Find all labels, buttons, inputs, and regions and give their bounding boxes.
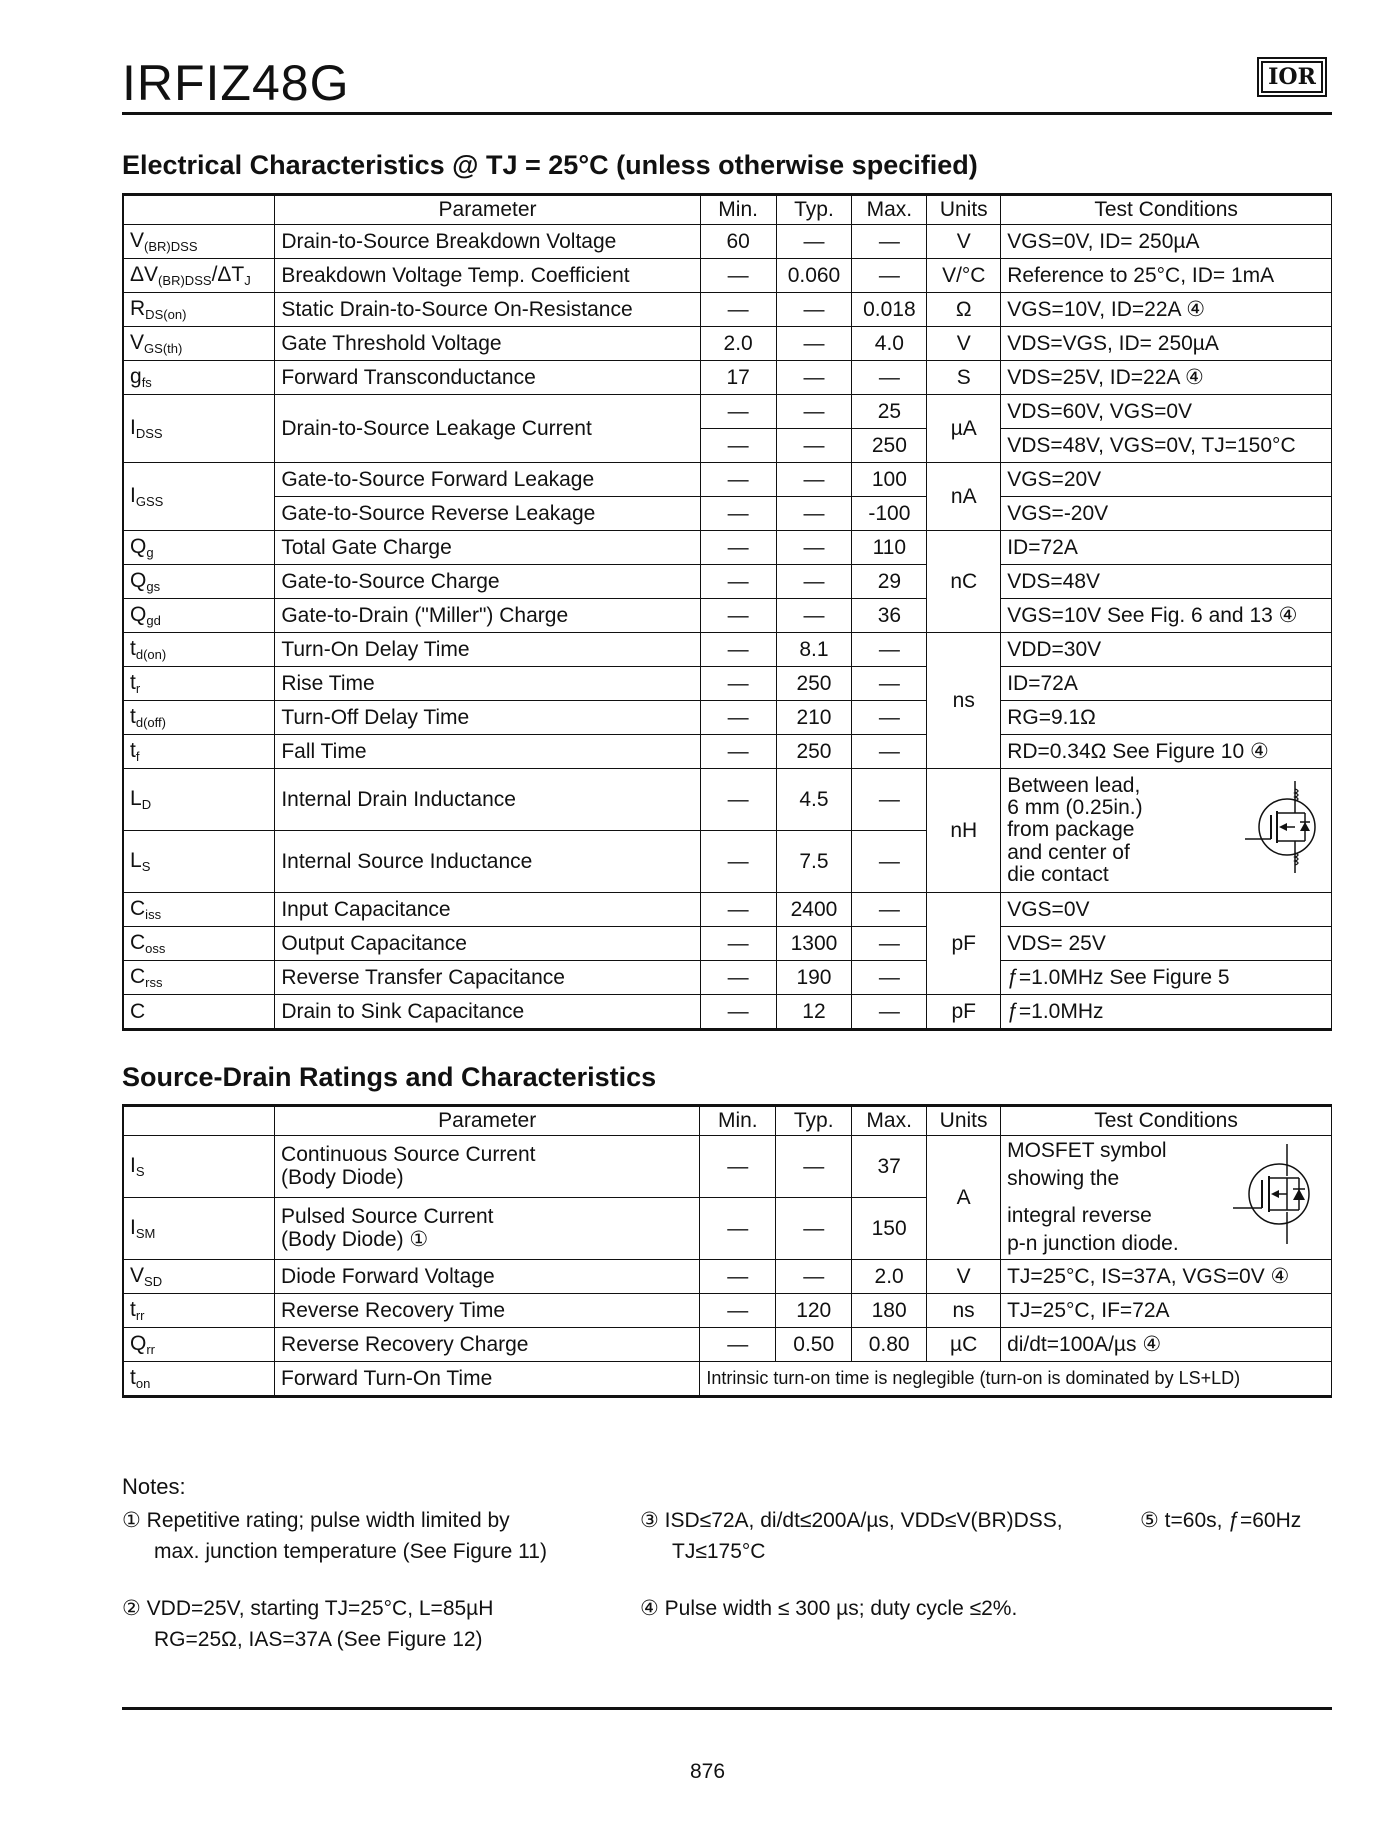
symbol: $Q_g$ (123, 531, 275, 565)
symbol: $t_f$ (123, 735, 275, 769)
typ-value: — (776, 429, 852, 463)
max-value: — (852, 361, 927, 395)
parameter: Drain to Sink Capacitance (275, 995, 700, 1030)
note-5: ⑤ t=60s, ƒ=60Hz (1140, 1509, 1302, 1532)
mosfet-diode-symbol-icon (1227, 1140, 1323, 1248)
typ-value: — (776, 225, 852, 259)
typ-value: 0.50 (776, 1328, 852, 1362)
parameter: Forward Transconductance (275, 361, 700, 395)
symbol: $L_D$ (123, 769, 275, 831)
symbol: $t_{d(off)}$ (123, 701, 275, 735)
unit: Ω (927, 293, 1001, 327)
table-row (123, 565, 1332, 599)
typ-value: 120 (776, 1294, 852, 1328)
test-condition: VGS=10V See Fig. 6 and 13 ④ (1001, 599, 1332, 633)
table-row (123, 531, 1332, 565)
electrical-characteristics-heading: Electrical Characteristics @ TJ = 25°C (unless otherwise specified) (122, 150, 978, 180)
min-value: — (700, 1136, 776, 1198)
parameter: Turn-On Delay Time (275, 633, 700, 667)
min-value: — (700, 1198, 776, 1260)
parameter: Input Capacitance (275, 893, 700, 927)
max-value: 0.018 (852, 293, 927, 327)
test-condition: ƒ=1.0MHz See Figure 5 (1001, 961, 1332, 995)
max-value: 250 (852, 429, 927, 463)
typ-value: — (776, 463, 852, 497)
min-value: — (700, 701, 776, 735)
unit: pF (927, 893, 1001, 995)
typ-value: — (776, 1260, 852, 1294)
note-3: ③ ISD≤72A, di/dt≤200A/µs, VDD≤V(BR)DSS, TJ≤175°C (640, 1509, 1063, 1563)
col-parameter: Parameter (275, 195, 700, 225)
symbol: $Q_{rr}$ (123, 1328, 275, 1362)
test-condition: Reference to 25°C, ID= 1mA (1001, 259, 1332, 293)
test-condition: Between lead, 6 mm (0.25in.) from package and center of die contact (1001, 769, 1332, 893)
max-value: 36 (852, 599, 927, 633)
min-value: 17 (700, 361, 776, 395)
typ-value: 0.060 (776, 259, 852, 293)
symbol: $C_{oss}$ (123, 927, 275, 961)
typ-value: — (776, 599, 852, 633)
col-conditions: Test Conditions (1001, 195, 1332, 225)
col-units: Units (927, 195, 1001, 225)
note-1: ① Repetitive rating; pulse width limited by max. junction temperature (See Figure 11) (122, 1509, 547, 1563)
typ-value: — (776, 1198, 852, 1260)
symbol: $Q_{gs}$ (123, 565, 275, 599)
max-value: — (852, 225, 927, 259)
test-condition: ID=72A (1001, 531, 1332, 565)
table-row (123, 667, 1332, 701)
max-value: — (852, 259, 927, 293)
parameter: Internal Drain Inductance (275, 769, 700, 831)
max-value: — (852, 893, 927, 927)
max-value: — (852, 769, 927, 831)
test-condition: ID=72A (1001, 667, 1332, 701)
min-value: — (700, 769, 776, 831)
test-condition: RD=0.34Ω See Figure 10 ④ (1001, 735, 1332, 769)
parameter: Drain-to-Source Leakage Current (275, 395, 700, 463)
unit: µC (927, 1328, 1001, 1362)
header-rule (122, 112, 1332, 115)
test-condition: VDS=48V, VGS=0V, TJ=150°C (1001, 429, 1332, 463)
table-row (123, 1328, 1332, 1362)
test-condition: ƒ=1.0MHz (1001, 995, 1332, 1030)
min-value: — (700, 961, 776, 995)
unit: S (927, 361, 1001, 395)
min-value: — (700, 927, 776, 961)
parameter: Fall Time (275, 735, 700, 769)
page-number: 876 (690, 1760, 726, 1783)
max-value: — (852, 961, 927, 995)
max-value: 37 (852, 1136, 927, 1198)
typ-value: — (776, 497, 852, 531)
col-typ: Typ. (776, 1106, 852, 1136)
table-row (123, 769, 1332, 831)
typ-value: — (776, 1136, 852, 1198)
test-condition: VGS=20V (1001, 463, 1332, 497)
symbol: $Q_{gd}$ (123, 599, 275, 633)
table-row (123, 225, 1332, 259)
col-min: Min. (700, 1106, 776, 1136)
symbol: C (123, 995, 275, 1030)
col-min: Min. (700, 195, 776, 225)
table-row (123, 1362, 1332, 1397)
table-row (123, 893, 1332, 927)
parameter: Gate-to-Drain ("Miller") Charge (275, 599, 700, 633)
test-condition: VGS=0V (1001, 893, 1332, 927)
parameter: Gate-to-Source Charge (275, 565, 700, 599)
symbol: $C_{rss}$ (123, 961, 275, 995)
symbol: $V_{GS(th)}$ (123, 327, 275, 361)
parameter: Reverse Transfer Capacitance (275, 961, 700, 995)
table-row (123, 293, 1332, 327)
typ-value: — (776, 327, 852, 361)
max-value: — (852, 735, 927, 769)
ior-logo (1257, 57, 1327, 97)
unit: V/°C (927, 259, 1001, 293)
test-condition: Intrinsic turn-on time is neglegible (turn-on is dominated by LS+LD) (700, 1362, 1332, 1397)
typ-value: 7.5 (776, 831, 852, 893)
table-row (123, 599, 1332, 633)
test-condition: RG=9.1Ω (1001, 701, 1332, 735)
parameter: Reverse Recovery Charge (275, 1328, 700, 1362)
ior-logo-text: IOR (1261, 61, 1323, 93)
source-drain-heading: Source-Drain Ratings and Characteristics (122, 1062, 657, 1092)
min-value: — (700, 735, 776, 769)
table-row (123, 497, 1332, 531)
table-row (123, 735, 1332, 769)
col-max: Max. (852, 1106, 927, 1136)
table-row (123, 633, 1332, 667)
parameter: Breakdown Voltage Temp. Coefficient (275, 259, 700, 293)
min-value: — (700, 259, 776, 293)
max-value: — (852, 667, 927, 701)
col-typ: Typ. (776, 195, 852, 225)
table-row (123, 1260, 1332, 1294)
typ-value: 8.1 (776, 633, 852, 667)
parameter: Total Gate Charge (275, 531, 700, 565)
min-value: — (700, 1328, 776, 1362)
table-row (123, 395, 1332, 429)
max-value: — (852, 701, 927, 735)
test-condition: TJ=25°C, IS=37A, VGS=0V ④ (1001, 1260, 1332, 1294)
typ-value: 250 (776, 735, 852, 769)
symbol: $I_{GSS}$ (123, 463, 275, 531)
max-value: 150 (852, 1198, 927, 1260)
col-max: Max. (852, 195, 927, 225)
table-row (123, 927, 1332, 961)
typ-value: — (776, 565, 852, 599)
test-condition: VDS=VGS, ID= 250µA (1001, 327, 1332, 361)
table-row (123, 961, 1332, 995)
unit: V (927, 1260, 1001, 1294)
unit: µA (927, 395, 1001, 463)
typ-value: — (776, 531, 852, 565)
test-condition: VDS=25V, ID=22A ④ (1001, 361, 1332, 395)
note-4: ④ Pulse width ≤ 300 µs; duty cycle ≤2%. (640, 1597, 1018, 1620)
test-condition: di/dt=100A/µs ④ (1001, 1328, 1332, 1362)
symbol: $R_{DS(on)}$ (123, 293, 275, 327)
max-value: 4.0 (852, 327, 927, 361)
min-value: — (700, 429, 776, 463)
max-value: 2.0 (852, 1260, 927, 1294)
unit: nH (927, 769, 1001, 893)
min-value: 2.0 (700, 327, 776, 361)
footer-rule (122, 1707, 1332, 1710)
min-value: — (700, 1294, 776, 1328)
table-row (123, 1294, 1332, 1328)
parameter: Reverse Recovery Time (275, 1294, 700, 1328)
min-value: — (700, 893, 776, 927)
table-header-row (123, 195, 1332, 225)
min-value: — (700, 531, 776, 565)
unit: A (927, 1136, 1001, 1260)
parameter: Gate-to-Source Reverse Leakage (275, 497, 700, 531)
min-value: 60 (700, 225, 776, 259)
symbol: $g_{fs}$ (123, 361, 275, 395)
electrical-characteristics-table (122, 193, 1332, 1031)
source-drain-table (122, 1104, 1332, 1398)
parameter: Static Drain-to-Source On-Resistance (275, 293, 700, 327)
test-condition: MOSFET symbol showing the integral reverse p-n junction diode. (1001, 1136, 1332, 1260)
symbol: $V_{SD}$ (123, 1260, 275, 1294)
max-value: — (852, 927, 927, 961)
max-value: 110 (852, 531, 927, 565)
min-value: — (700, 293, 776, 327)
table-row (123, 327, 1332, 361)
max-value: 100 (852, 463, 927, 497)
typ-value: — (776, 293, 852, 327)
symbol: $C_{iss}$ (123, 893, 275, 927)
table-row (123, 701, 1332, 735)
unit: nA (927, 463, 1001, 531)
symbol: $t_r$ (123, 667, 275, 701)
symbol: $t_{on}$ (123, 1362, 275, 1397)
symbol: $t_{rr}$ (123, 1294, 275, 1328)
parameter: Turn-Off Delay Time (275, 701, 700, 735)
symbol: $\Delta V_{(BR)DSS}/\Delta T_J$ (123, 259, 275, 293)
parameter: Gate-to-Source Forward Leakage (275, 463, 700, 497)
symbol: $I_{DSS}$ (123, 395, 275, 463)
symbol: $V_{(BR)DSS}$ (123, 225, 275, 259)
min-value: — (700, 565, 776, 599)
parameter: Forward Turn-On Time (275, 1362, 700, 1397)
parameter: Output Capacitance (275, 927, 700, 961)
parameter: Gate Threshold Voltage (275, 327, 700, 361)
col-conditions: Test Conditions (1001, 1106, 1332, 1136)
parameter: Drain-to-Source Breakdown Voltage (275, 225, 700, 259)
symbol: $I_S$ (123, 1136, 275, 1198)
parameter: Rise Time (275, 667, 700, 701)
parameter: Diode Forward Voltage (275, 1260, 700, 1294)
typ-value: 2400 (776, 893, 852, 927)
min-value: — (700, 995, 776, 1030)
part-number-title: IRFIZ48G (122, 55, 350, 111)
unit: pF (927, 995, 1001, 1030)
min-value: — (700, 463, 776, 497)
test-condition: VDD=30V (1001, 633, 1332, 667)
min-value: — (700, 599, 776, 633)
parameter: Continuous Source Current (Body Diode) (275, 1136, 700, 1198)
test-condition: VGS=-20V (1001, 497, 1332, 531)
col-parameter: Parameter (275, 1106, 700, 1136)
table-row (123, 1136, 1332, 1198)
symbol: $L_S$ (123, 831, 275, 893)
max-value: 0.80 (852, 1328, 927, 1362)
typ-value: 190 (776, 961, 852, 995)
max-value: — (852, 633, 927, 667)
min-value: — (700, 497, 776, 531)
mosfet-symbol-icon (1239, 775, 1323, 879)
min-value: — (700, 633, 776, 667)
test-condition: VDS=48V (1001, 565, 1332, 599)
table-row (123, 463, 1332, 497)
symbol: $I_{SM}$ (123, 1198, 275, 1260)
table-header-row (123, 1106, 1332, 1136)
parameter: Internal Source Inductance (275, 831, 700, 893)
test-condition: VDS= 25V (1001, 927, 1332, 961)
typ-value: 12 (776, 995, 852, 1030)
typ-value: 4.5 (776, 769, 852, 831)
max-value: 25 (852, 395, 927, 429)
unit: V (927, 225, 1001, 259)
table-row (123, 995, 1332, 1030)
notes-title: Notes: (122, 1474, 186, 1499)
test-condition: VGS=10V, ID=22A ④ (1001, 293, 1332, 327)
max-value: — (852, 995, 927, 1030)
typ-value: — (776, 361, 852, 395)
typ-value: — (776, 395, 852, 429)
max-value: -100 (852, 497, 927, 531)
parameter: Pulsed Source Current (Body Diode) ① (275, 1198, 700, 1260)
max-value: — (852, 831, 927, 893)
table-row (123, 361, 1332, 395)
unit: ns (927, 1294, 1001, 1328)
typ-value: 210 (776, 701, 852, 735)
unit: ns (927, 633, 1001, 769)
min-value: — (700, 667, 776, 701)
note-2: ② VDD=25V, starting TJ=25°C, L=85µH RG=25Ω, IAS=37A (See Figure 12) (122, 1597, 494, 1651)
min-value: — (700, 395, 776, 429)
test-condition: TJ=25°C, IF=72A (1001, 1294, 1332, 1328)
symbol: $t_{d(on)}$ (123, 633, 275, 667)
test-condition: VDS=60V, VGS=0V (1001, 395, 1332, 429)
unit: nC (927, 531, 1001, 633)
max-value: 180 (852, 1294, 927, 1328)
min-value: — (700, 831, 776, 893)
test-condition: VGS=0V, ID= 250µA (1001, 225, 1332, 259)
table-row (123, 259, 1332, 293)
typ-value: 250 (776, 667, 852, 701)
col-units: Units (927, 1106, 1001, 1136)
typ-value: 1300 (776, 927, 852, 961)
unit: V (927, 327, 1001, 361)
min-value: — (700, 1260, 776, 1294)
max-value: 29 (852, 565, 927, 599)
